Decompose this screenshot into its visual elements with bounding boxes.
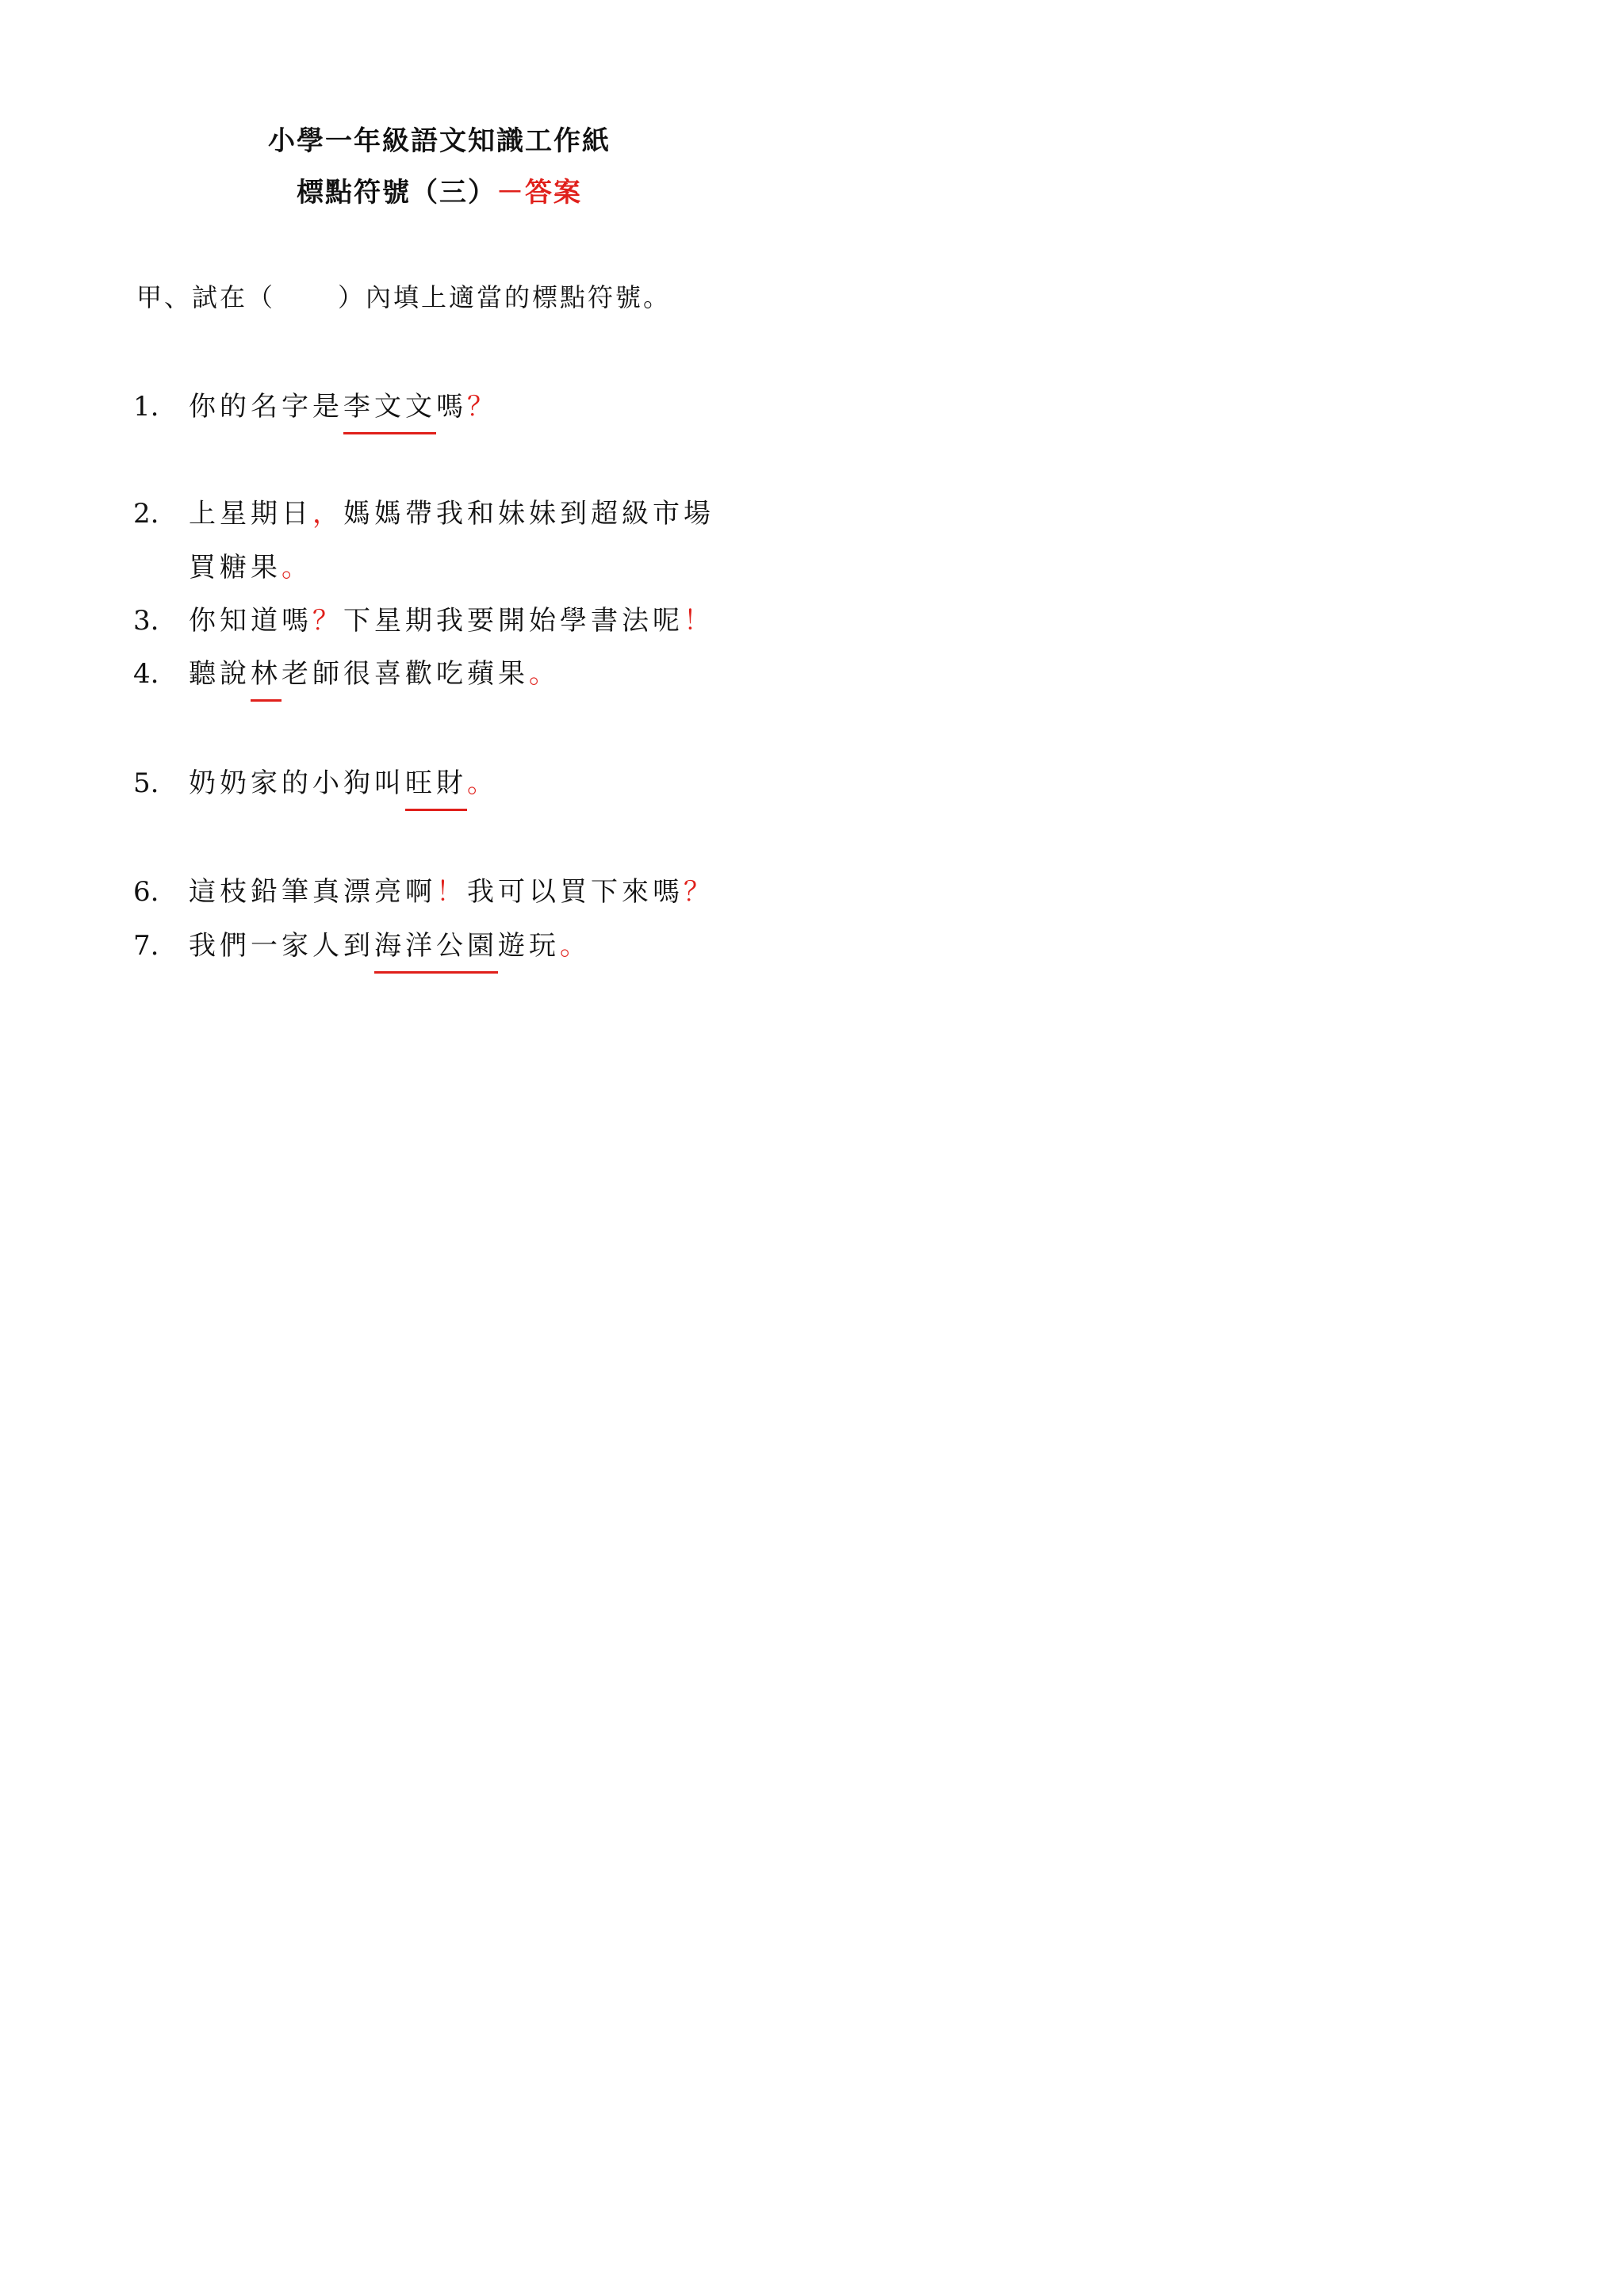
punctuation-answer: ？: [684, 876, 714, 908]
punctuation-answer: 。: [467, 767, 498, 799]
punctuation-answer: ！: [684, 605, 714, 637]
question-number: 6.: [133, 876, 159, 908]
punctuation-answer: 。: [529, 658, 560, 690]
answer-tag: －答案: [496, 177, 582, 209]
question-2-continued: [189, 545, 312, 584]
worksheet-subtitle: [0, 170, 879, 209]
question-text: 奶奶家的小狗叫: [189, 767, 405, 799]
punctuation-answer: 。: [282, 552, 312, 584]
punctuation-answer: 。: [560, 930, 591, 962]
question-number: 7.: [133, 930, 159, 962]
proper-noun-underline: 海洋公園: [374, 930, 498, 974]
question-text: 上星期日: [189, 498, 312, 530]
question-4: [133, 652, 560, 691]
worksheet-title: 小學一年級語文知識工作紙: [268, 125, 611, 157]
question-text: 你的名字是: [189, 391, 343, 423]
question-7: [133, 924, 591, 962]
question-text: 嗎: [436, 391, 467, 423]
question-6: [133, 870, 714, 909]
subtitle-text: 標點符號（三）: [297, 177, 496, 209]
question-text: 媽媽帶我和妹妹到超級市場: [343, 498, 714, 530]
question-2: [133, 492, 714, 530]
question-text: 買糖果: [189, 552, 282, 584]
question-text: 你知道嗎: [189, 605, 312, 637]
punctuation-answer: ？: [312, 605, 343, 637]
proper-noun-underline: 李文文: [343, 391, 436, 434]
question-text: 下星期我要開始學書法呢: [343, 605, 684, 637]
question-text: 我可以買下來嗎: [467, 876, 684, 908]
proper-noun-underline: 旺財: [405, 767, 467, 811]
question-number: 2.: [133, 498, 159, 530]
question-number: 1.: [133, 391, 159, 423]
question-text: 我們一家人到: [189, 930, 374, 962]
question-number: 4.: [133, 658, 159, 690]
question-text: 聽說: [189, 658, 251, 690]
question-text: 遊玩: [498, 930, 560, 962]
question-3: [133, 599, 714, 637]
question-5: [133, 761, 498, 800]
question-text: 老師很喜歡吃蘋果: [282, 658, 529, 690]
question-number: 3.: [133, 605, 159, 637]
punctuation-answer: ？: [467, 391, 498, 423]
instruction: 甲、試在（ ）內填上適當的標點符號。: [136, 282, 672, 312]
punctuation-answer: ，: [312, 498, 343, 530]
punctuation-answer: ！: [436, 876, 467, 908]
question-text: 這枝鉛筆真漂亮啊: [189, 876, 436, 908]
question-number: 5.: [133, 767, 159, 799]
question-1: [133, 385, 498, 423]
proper-noun-underline: 林: [251, 658, 282, 702]
